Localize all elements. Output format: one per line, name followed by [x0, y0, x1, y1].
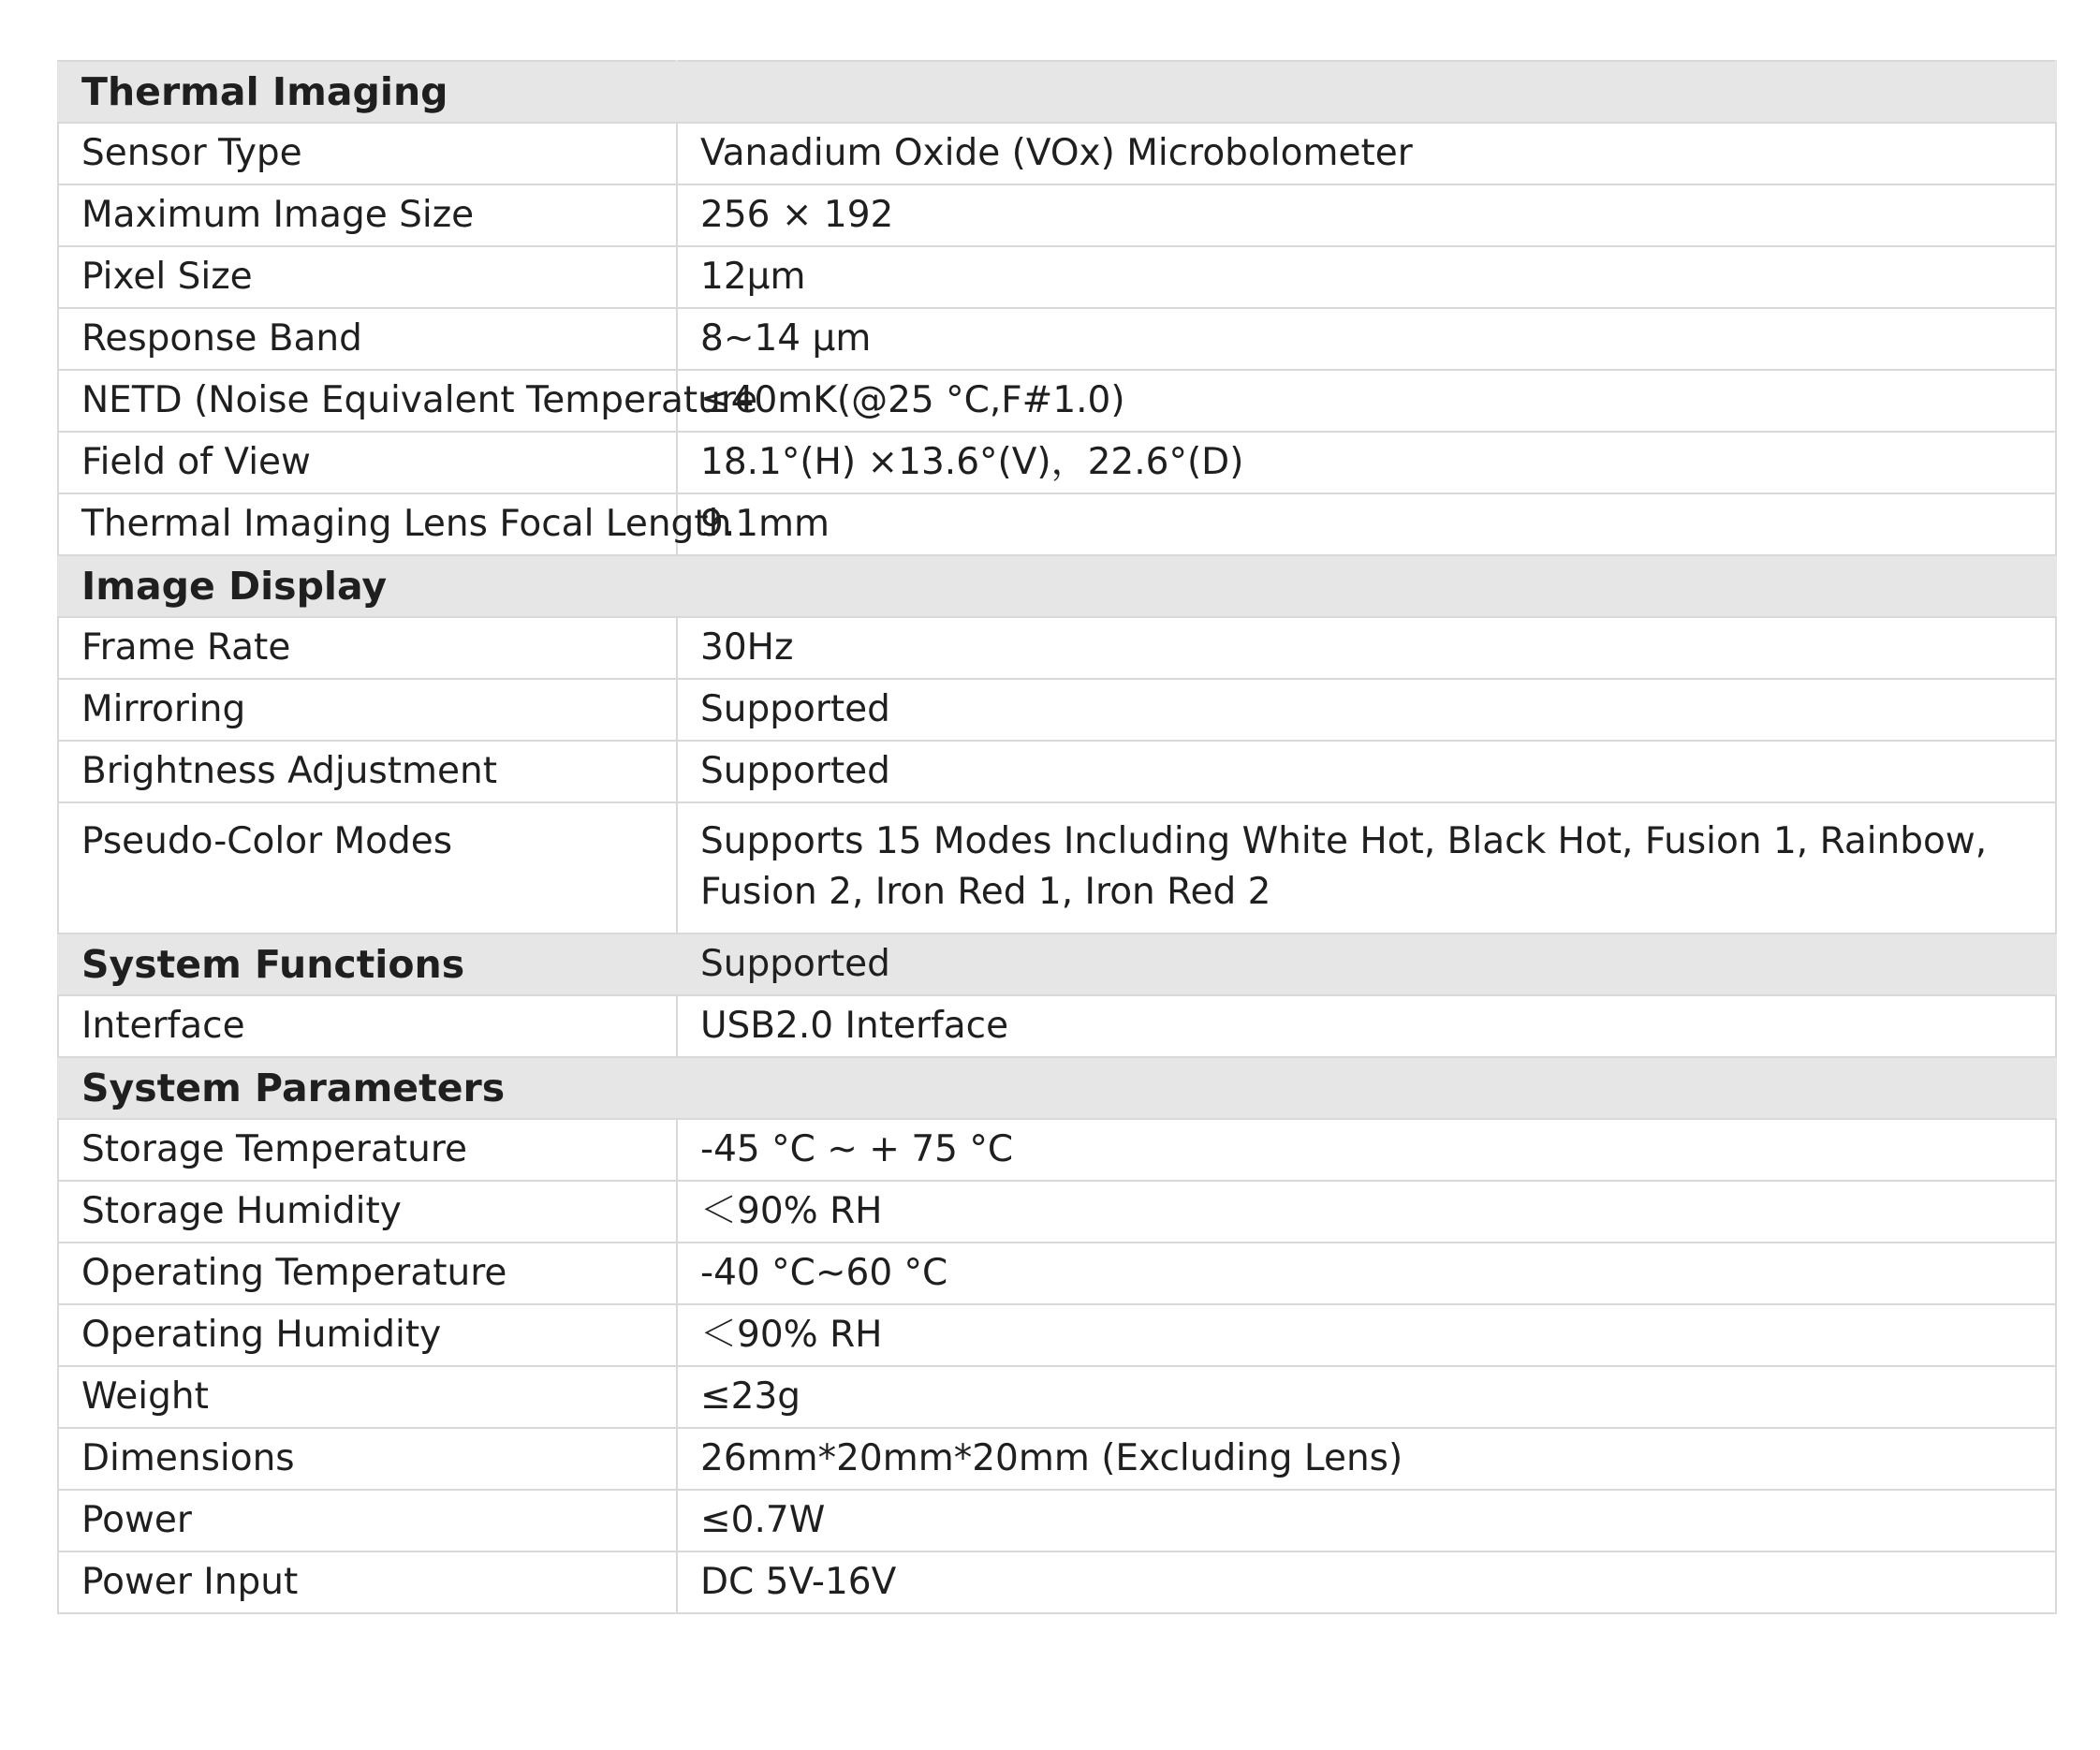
spec-value: Supported: [677, 679, 2056, 741]
section-value: [677, 555, 2056, 617]
table-row: [58, 493, 2056, 555]
table-row: [58, 1428, 2056, 1490]
spec-value: 8~14 μm: [677, 308, 2056, 370]
table-row: [58, 617, 2056, 679]
table-row: [58, 432, 2056, 493]
spec-value: 9.1mm: [677, 493, 2056, 555]
spec-label: Storage Temperature: [58, 1119, 677, 1181]
table-row: [58, 679, 2056, 741]
spec-label: Sensor Type: [58, 123, 677, 184]
section-header-system-functions: [58, 934, 2056, 995]
table-row: [58, 1551, 2056, 1613]
spec-label: Operating Temperature: [58, 1243, 677, 1304]
spec-value: 256 × 192: [677, 184, 2056, 246]
section-title: Thermal Imaging: [58, 61, 677, 123]
spec-label: Pseudo-Color Modes: [58, 802, 677, 934]
spec-label: Mirroring: [58, 679, 677, 741]
spec-value: ≤23g: [677, 1366, 2056, 1428]
spec-label: Interface: [58, 995, 677, 1057]
spec-label: Thermal Imaging Lens Focal Length: [58, 493, 677, 555]
table-row: [58, 123, 2056, 184]
spec-label: Field of View: [58, 432, 677, 493]
spec-value: Supported: [677, 741, 2056, 802]
spec-label: Frame Rate: [58, 617, 677, 679]
section-title: System Parameters: [58, 1057, 677, 1119]
table-row: [58, 370, 2056, 432]
spec-label: Operating Humidity: [58, 1304, 677, 1366]
table-row: [58, 1366, 2056, 1428]
table-row: [58, 802, 2056, 934]
table-row: [58, 246, 2056, 308]
spec-value: -40 °C~60 °C: [677, 1243, 2056, 1304]
table-row: [58, 184, 2056, 246]
spec-value: Supports 15 Modes Including White Hot, Black Hot, Fusion 1, Rainbow, Fusion 2, Iron Red 1, Iron Red 2: [677, 802, 2056, 934]
spec-value: 26mm*20mm*20mm (Excluding Lens): [677, 1428, 2056, 1490]
spec-value: ≤40mK(@25 °C,F#1.0): [677, 370, 2056, 432]
section-header-image-display: [58, 555, 2056, 617]
section-value: [677, 1057, 2056, 1119]
table-row: [58, 1490, 2056, 1551]
spec-label: Power: [58, 1490, 677, 1551]
spec-label: Maximum Image Size: [58, 184, 677, 246]
table-row: [58, 308, 2056, 370]
spec-value: 30Hz: [677, 617, 2056, 679]
spec-label: Pixel Size: [58, 246, 677, 308]
section-header-thermal-imaging: [58, 61, 2056, 123]
spec-value: ≤0.7W: [677, 1490, 2056, 1551]
section-title: System Functions: [58, 934, 677, 995]
table-row: [58, 1119, 2056, 1181]
section-header-system-parameters: [58, 1057, 2056, 1119]
spec-value: 12μm: [677, 246, 2056, 308]
spec-label: Power Input: [58, 1551, 677, 1613]
spec-table: [57, 60, 2057, 1614]
table-row: [58, 1243, 2056, 1304]
section-value: [677, 61, 2056, 123]
spec-value: USB2.0 Interface: [677, 995, 2056, 1057]
spec-label: Dimensions: [58, 1428, 677, 1490]
spec-value: DC 5V-16V: [677, 1551, 2056, 1613]
spec-value: ＜90% RH: [677, 1304, 2056, 1366]
table-row: [58, 1304, 2056, 1366]
spec-label: Response Band: [58, 308, 677, 370]
spec-value: -45 °C ~ + 75 °C: [677, 1119, 2056, 1181]
spec-value: ＜90% RH: [677, 1181, 2056, 1243]
spec-label: NETD (Noise Equivalent Temperature: [58, 370, 677, 432]
section-title: Image Display: [58, 555, 677, 617]
spec-value: 18.1°(H) ×13.6°(V)，22.6°(D): [677, 432, 2056, 493]
table-row: [58, 1181, 2056, 1243]
section-value: Supported: [677, 934, 2056, 995]
spec-label: Storage Humidity: [58, 1181, 677, 1243]
table-row: [58, 741, 2056, 802]
spec-value: Vanadium Oxide (VOx) Microbolometer: [677, 123, 2056, 184]
spec-label: Weight: [58, 1366, 677, 1428]
table-row: [58, 995, 2056, 1057]
spec-label: Brightness Adjustment: [58, 741, 677, 802]
